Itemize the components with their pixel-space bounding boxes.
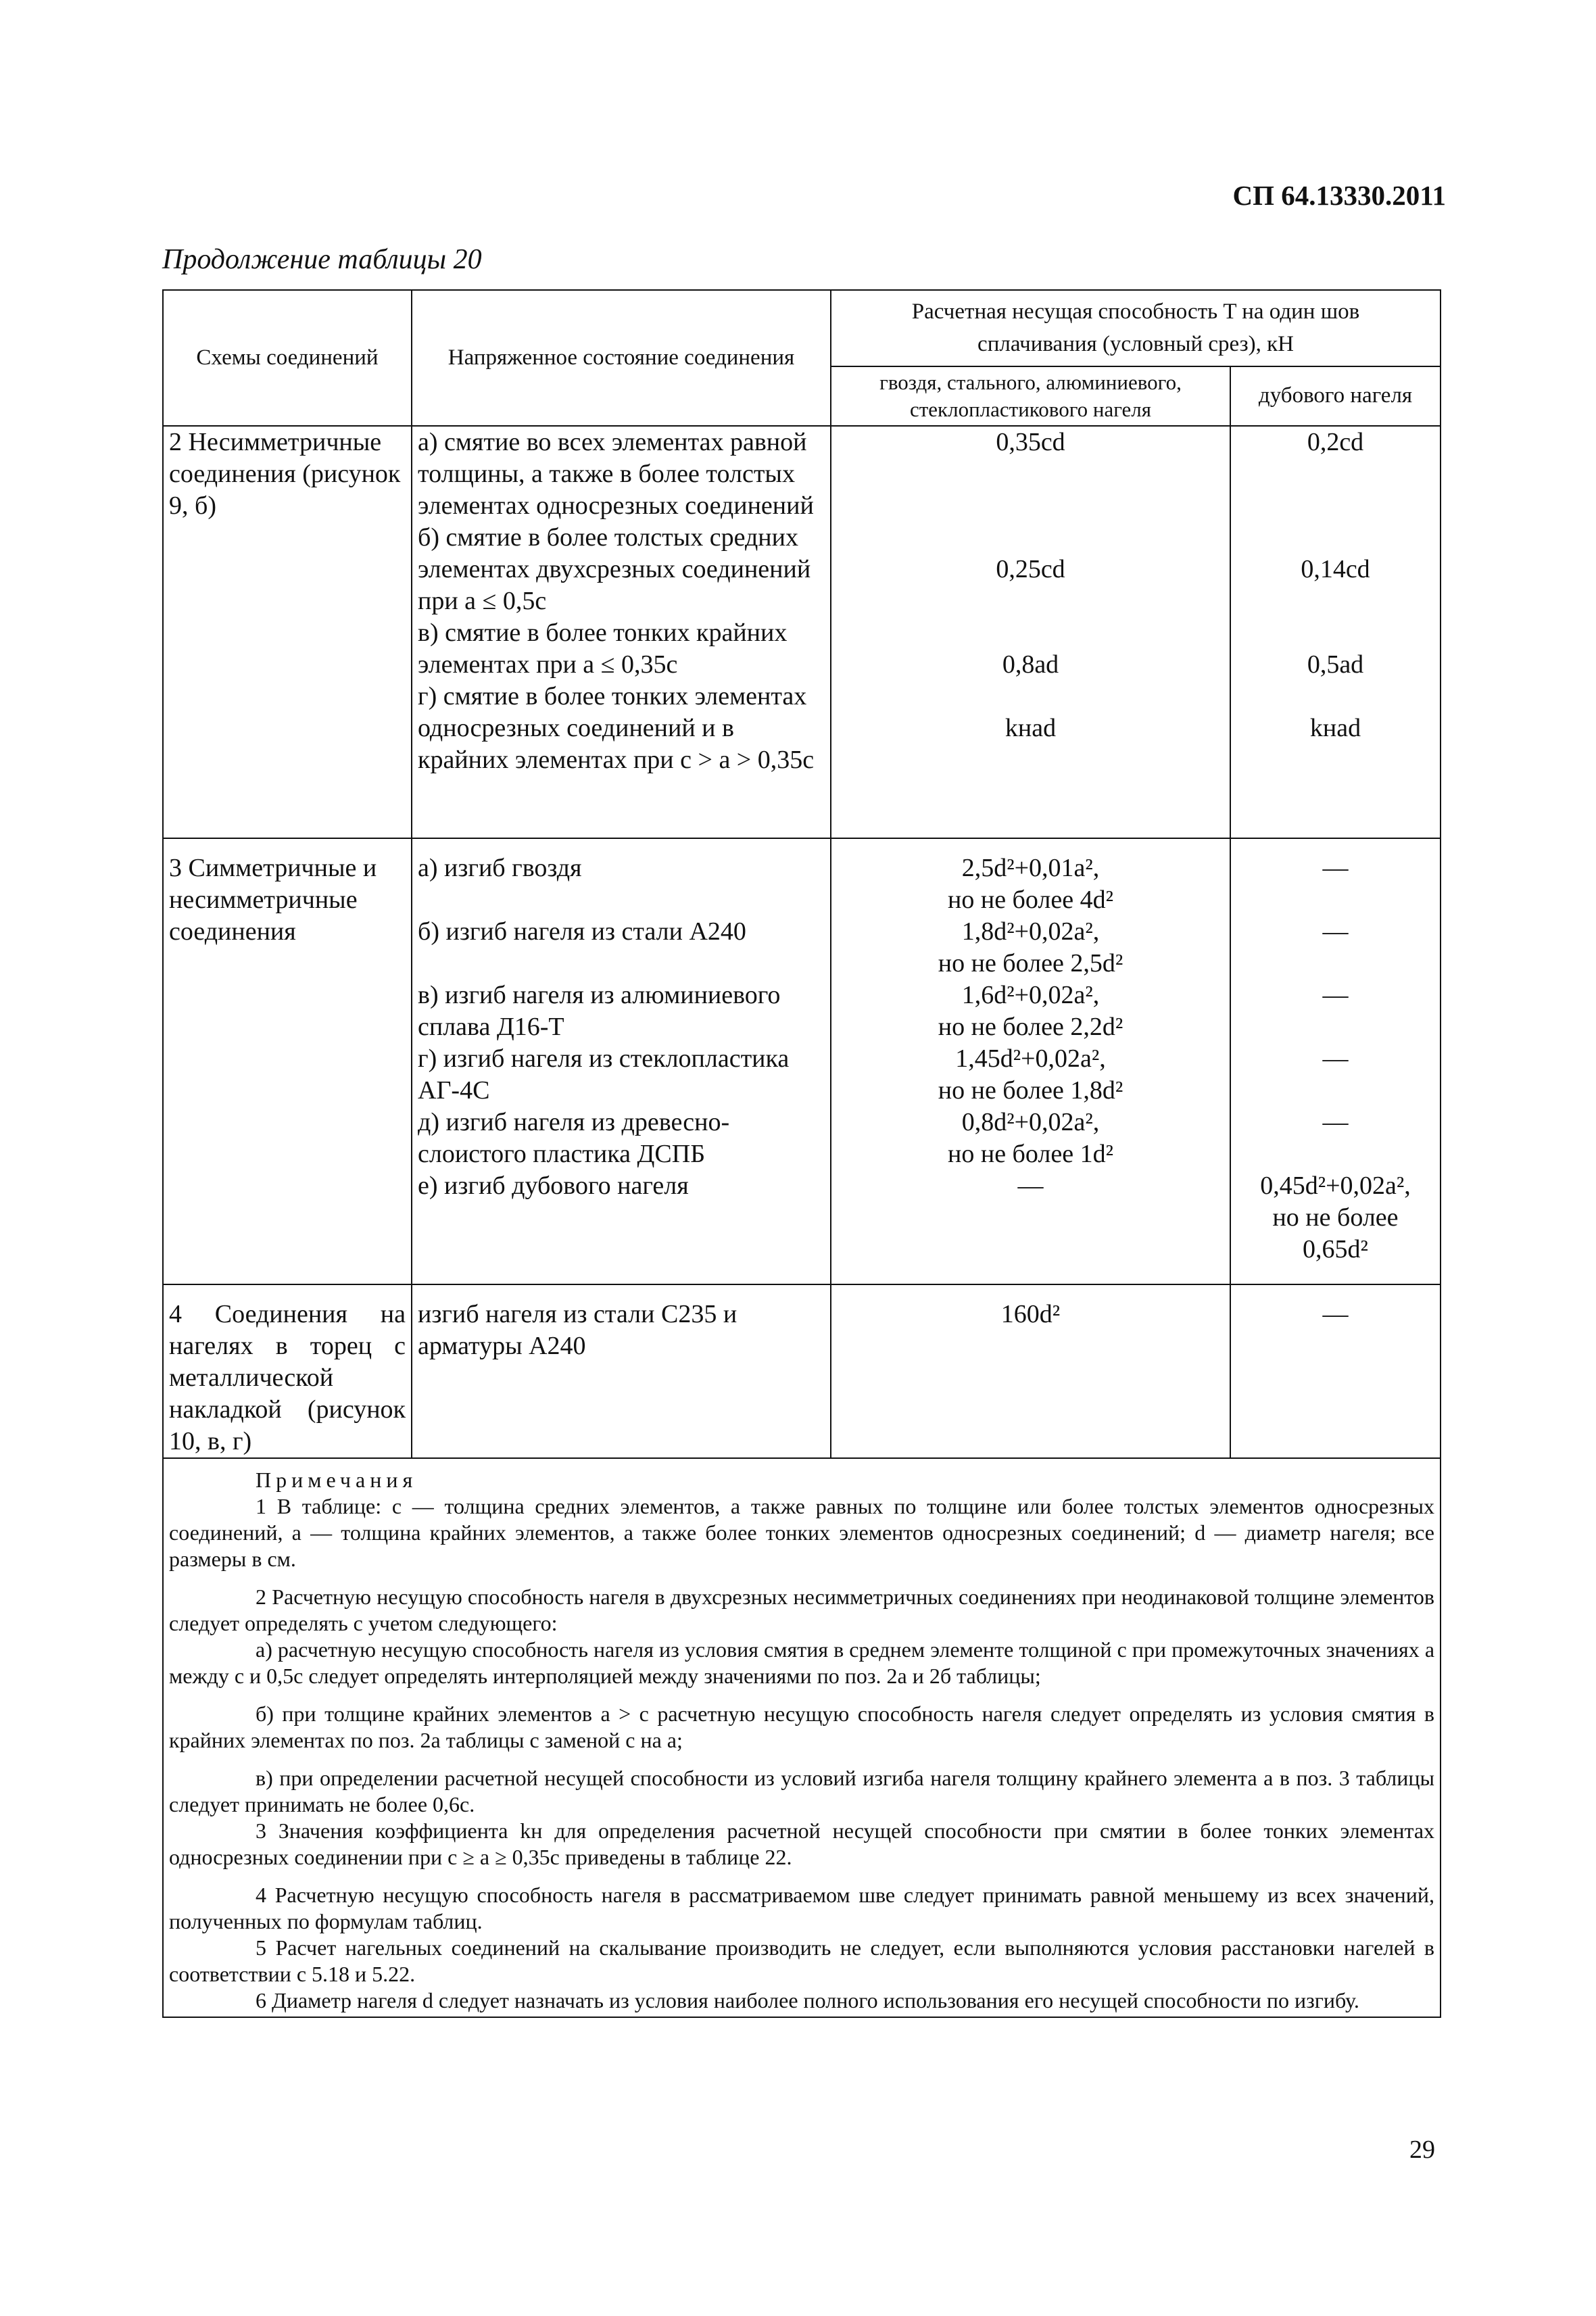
value: — [1017, 1172, 1044, 1200]
note-item: 2 Расчетную несущую способность нагеля в двухсрезных несимметричных соединениях при неодинаковой толщине элементов следует определять с учетом следующего: [169, 1585, 1435, 1635]
header-oak: дубового нагеля [1230, 366, 1441, 426]
value: — [1322, 854, 1349, 882]
oak-values-cell [1230, 838, 1441, 1284]
value: но не более 1d² [948, 1140, 1113, 1168]
value: — [1322, 917, 1349, 946]
value: 0,14cd [1301, 555, 1370, 583]
header-stress-state: Напряженное состояние соединения [412, 290, 831, 426]
page-number: 29 [1409, 2136, 1435, 2164]
header-schemes: Схемы соединений [163, 290, 412, 426]
state-item: е) изгиб дубового нагеля [418, 1172, 689, 1200]
header-capacity: Расчетная несущая способность T на один шов сплачивания (условный срез), кН [831, 290, 1441, 366]
table-caption: Продолжение таблицы 20 [162, 244, 482, 275]
note-item: в) при определении расчетной несущей способности из условий изгиба нагеля толщину крайнего элемента a в поз. 3 таблицы следует принимать не более 0,6c. [169, 1766, 1435, 1816]
value: 0,8d²+0,02a², [961, 1108, 1100, 1136]
value: 1,8d²+0,02a², [961, 917, 1100, 946]
value: — [1322, 1300, 1349, 1328]
document-code: СП 64.13330.2011 [1232, 180, 1446, 211]
steel-values-cell [831, 1284, 1230, 1458]
note-item: а) расчетную несущую способность нагеля из условия смятия в среднем элементе толщиной c при промежуточных значениях a между c и 0,5c следует определять интерполяцией между значениями по поз. 2а и 2б таблицы; [169, 1637, 1435, 1688]
state-item: а) смятие во всех элементах равной толщины, а также в более толстых элементах односрезных соединений [418, 428, 814, 520]
notes-title: Примечания [256, 1468, 418, 1492]
stress-state-cell [412, 838, 831, 1284]
note-item: 6 Диаметр нагеля d следует назначать из условия наиболее полного использования его несущей способности по изгибу. [256, 1988, 1359, 2012]
stress-state-cell [412, 426, 831, 838]
value: 0,5ad [1307, 650, 1364, 679]
state-item: б) изгиб нагеля из стали А240 [418, 917, 746, 946]
scheme-cell: 3 Симметричные и несимметричные соединения [163, 838, 412, 1284]
value: 0,2cd [1307, 428, 1364, 456]
note-item: 3 Значения коэффициента kн для определения расчетной несущей способности при смятии в более тонких элементах односрезных соединении при c ≥ a ≥ 0,35c приведены в таблице 22. [169, 1818, 1435, 1869]
value: но не более 4d² [948, 886, 1113, 914]
notes-cell [163, 1458, 1441, 2017]
value: kнad [1005, 714, 1057, 742]
value: 2,5d²+0,01a², [961, 854, 1100, 882]
value: 0,65d² [1303, 1235, 1368, 1263]
oak-values-cell [1230, 1284, 1441, 1458]
state-item: г) изгиб нагеля из стеклопластика АГ-4С [418, 1044, 790, 1105]
value: 0,8ad [1002, 650, 1059, 679]
value: — [1322, 981, 1349, 1009]
value: но не более 2,2d² [938, 1013, 1123, 1041]
state-item: а) изгиб гвоздя [418, 854, 582, 882]
state-item: б) смятие в более толстых средних элементах двухсрезных соединений при a ≤ 0,5c [418, 523, 811, 615]
value: 0,35cd [996, 428, 1065, 456]
header-steel: гвоздя, стального, алюминиевого, стеклопластикового нагеля [831, 366, 1230, 426]
value: 160d² [1000, 1300, 1061, 1328]
state-item: д) изгиб нагеля из древесно-слоистого пластика ДСПБ [418, 1108, 730, 1168]
value: но не более [1272, 1203, 1399, 1232]
scheme-cell: 4 Соединения на нагелях в торец с металлической накладкой (рисунок 10, в, г) [163, 1284, 412, 1458]
stress-state-cell [412, 1284, 831, 1458]
value: 1,6d²+0,02a², [961, 981, 1100, 1009]
note-item: б) при толщине крайних элементов a > c расчетную несущую способность нагеля следует определять из условия смятия в крайних элементах по поз. 2а таблицы с заменой c на a; [169, 1702, 1435, 1752]
state-item: в) смятие в более тонких крайних элементах при a ≤ 0,35c [418, 619, 788, 679]
value: — [1322, 1044, 1349, 1073]
steel-values-cell [831, 838, 1230, 1284]
value: 1,45d²+0,02a², [955, 1044, 1106, 1073]
scheme-cell: 2 Несимметричные соединения (рисунок 9, б) [163, 426, 412, 838]
value: — [1322, 1108, 1349, 1136]
note-item: 1 В таблице: c — толщина средних элементов, а также равных по толщине или более толстых элементов односрезных соединений, a — толщина крайних элементов, а также более тонких элементов односрезных соединений; d — диаметр нагеля; все размеры в см. [169, 1494, 1435, 1571]
value: но не более 2,5d² [938, 949, 1123, 978]
connections-table [162, 289, 1441, 2018]
note-item: 5 Расчет нагельных соединений на скалывание производить не следует, если выполняются условия расстановки нагелей в соответствии с 5.18 и 5.22. [169, 1935, 1435, 1986]
value: kнad [1309, 714, 1361, 742]
value: но не более 1,8d² [938, 1076, 1123, 1105]
steel-values-cell [831, 426, 1230, 838]
oak-values-cell [1230, 426, 1441, 838]
value: 0,45d²+0,02a², [1260, 1172, 1411, 1200]
state-item: г) смятие в более тонких элементах односрезных соединений и в крайних элементах при c > a > 0,35c [418, 682, 815, 774]
state-item: изгиб нагеля из стали С235 и арматуры А240 [418, 1300, 737, 1360]
value: 0,25cd [996, 555, 1065, 583]
state-item: в) изгиб нагеля из алюминиевого сплава Д16-Т [418, 981, 781, 1041]
note-item: 4 Расчетную несущую способность нагеля в рассматриваемом шве следует принимать равной меньшему из всех значений, полученных по формулам таблиц. [169, 1883, 1435, 1933]
